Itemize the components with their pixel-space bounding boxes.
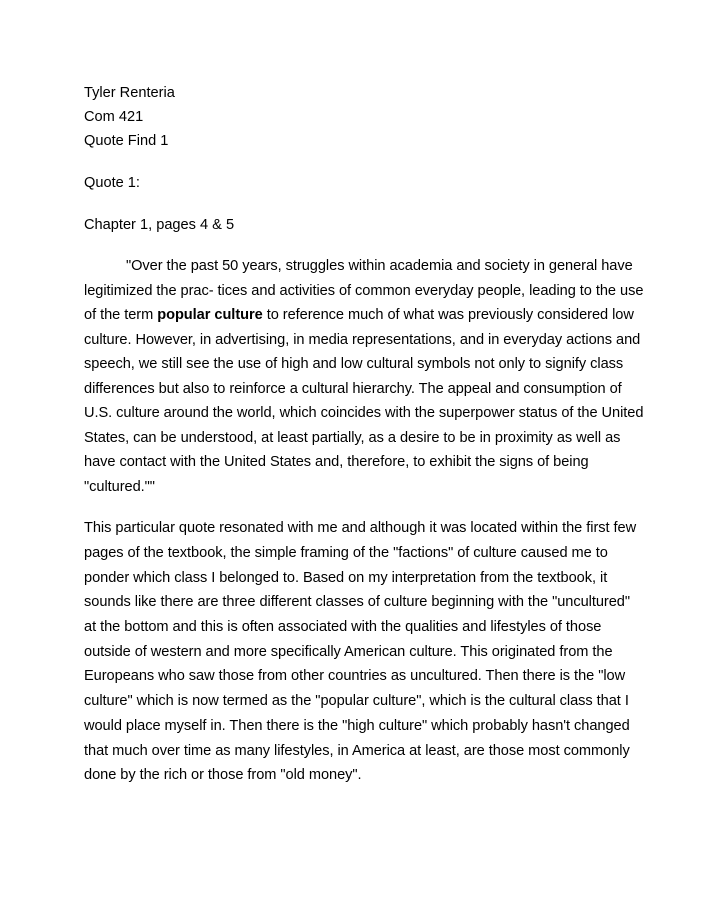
- quote-label: Quote 1:: [84, 175, 140, 191]
- course-code: Com 421: [84, 109, 144, 125]
- author-name: Tyler Renteria: [84, 85, 175, 101]
- document-page: [84, 81, 644, 788]
- commentary-paragraph: This particular quote resonated with me and although it was located within the first few pages of the textbook, the simple framing of the "factions" of culture caused me to ponder which class I belonged to. Based on my interpretation from the textbook, it sounds like there are three different classes of culture beginning with the "uncultured" at the bottom and this is often associated with the qualities and lifestyles of those outside of western and more specifically American culture. This originated from the Europeans who saw those from other countries as uncultured. Then there is the "low culture" which is now termed as the "popular culture", which is the cultural class that I would place myself in. Then there is the "high culture" which probably hasn't changed that much over time as many lifestyles, in America at least, are those most commonly done by the rich or those from "old money".: [84, 520, 637, 784]
- quote-text-before-term: "Over the past 50 years, struggles within academia and society in general have legitimized the prac- tices and activities of common everyday people, leading to the use of the term: [84, 258, 644, 324]
- chapter-reference: Chapter 1, pages 4 & 5: [84, 216, 235, 233]
- quote-bold-term: popular culture: [157, 307, 263, 324]
- assignment-title: Quote Find 1: [84, 133, 169, 149]
- quote-paragraph: [84, 254, 644, 499]
- header-spacer: [84, 153, 644, 171]
- quote-text-after-term: to reference much of what was previously considered low culture. However, in advertising, in media representations, and in everyday actions and speech, we still see the use of high and low cultural symbols not only to signify class differences but also to reinforce a cultural hierarchy. The appeal and consumption of U.S. culture around the world, which coincides with the superpower status of the United States, can be understood, at least partially, as a desire to be in proximity as well as have contact with the United States and, therefore, to exhibit the signs of being "cultured."": [84, 307, 644, 495]
